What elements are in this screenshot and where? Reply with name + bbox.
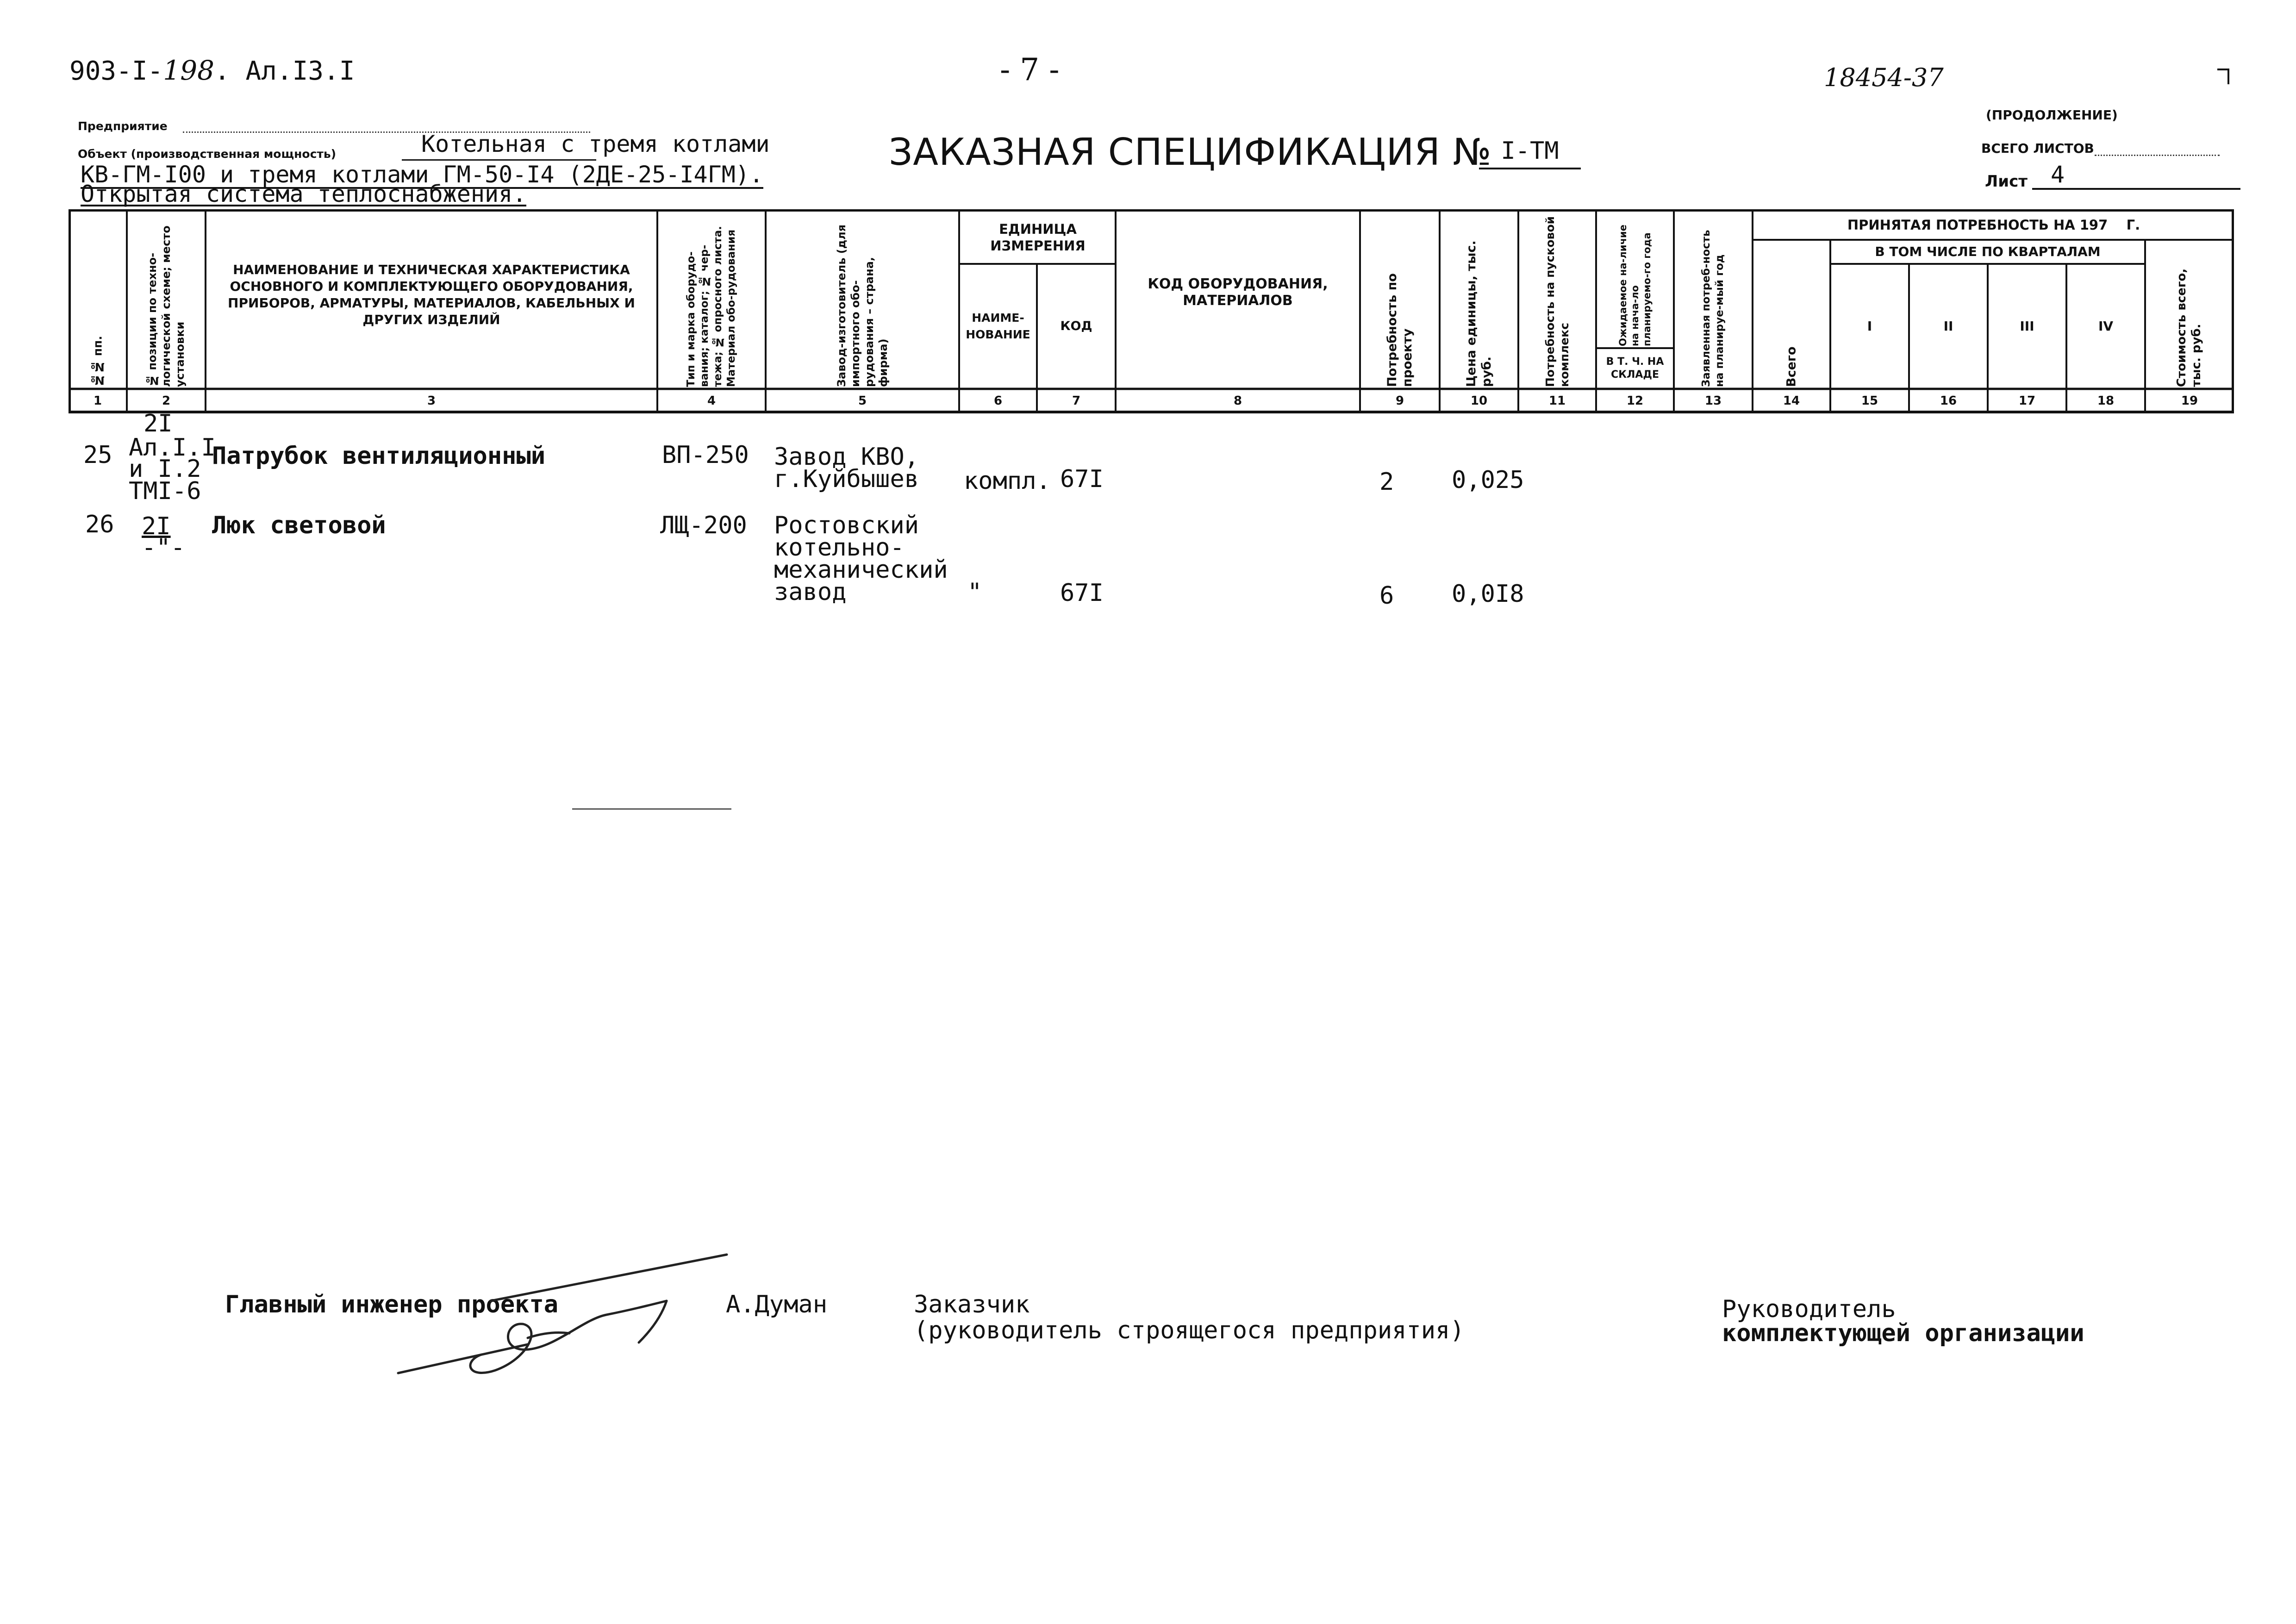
header-quarter-1: I: [1867, 319, 1872, 334]
header-unit-code: КОД: [1060, 319, 1092, 333]
row-item-type: ВП-250: [662, 441, 749, 469]
row-unit: ": [967, 578, 982, 606]
continuation-label: (ПРОДОЛЖЕНИЕ): [1986, 107, 2118, 123]
spec-title-text: ЗАКАЗНАЯ СПЕЦИФИКАЦИЯ №: [889, 131, 1492, 174]
col-number: 18: [2097, 394, 2115, 408]
row-unit-code: 67I: [1060, 579, 1104, 607]
header-type: Тип и марка оборудо-вания; каталог; № чер-тежа; № опросного листа. Материал обо-рудования: [685, 226, 737, 387]
col-number: 9: [1395, 394, 1404, 408]
header-accepted-need: ПРИНЯТАЯ ПОТРЕБНОСТЬ НА 197 Г.: [1847, 217, 2140, 233]
chief-engineer-label: Главный инженер проекта: [225, 1291, 559, 1318]
row-number: 25: [83, 441, 112, 469]
row-maker-line: Завод КВО,: [774, 443, 919, 471]
header-unit-name: НАИМЕ-НОВАНИЕ: [966, 311, 1030, 341]
header-expected-stock: Ожидаемое на-личие на нача-ло планируемо-го года: [1617, 225, 1653, 346]
row-position-line: Ал.I.I: [129, 434, 216, 462]
header-manufacturer: Завод-изготовитель (для импортного обо-рудования – страна, фирма): [835, 224, 890, 387]
object-line-1: Котельная с тремя котлами: [421, 131, 770, 157]
header-equipment-code: КОД ОБОРУДОВАНИЯ, МАТЕРИАЛОВ: [1148, 276, 1328, 309]
row-position-line: и I.2: [129, 455, 201, 483]
col-number: 4: [707, 394, 716, 408]
col-number: 3: [427, 394, 436, 408]
document-code-handwritten: 198: [163, 55, 215, 86]
col-number: 7: [1072, 394, 1081, 408]
row-position-line: 2I: [142, 512, 171, 540]
header-unit-group: ЕДИНИЦА ИЗМЕРЕНИЯ: [990, 221, 1086, 254]
col-number: 14: [1783, 394, 1800, 408]
customer-label: Заказчик: [914, 1291, 1030, 1318]
col-number: 19: [2181, 394, 2198, 408]
row-number: 26: [85, 511, 114, 538]
sheet-number: 4: [2032, 161, 2240, 190]
spec-title: [889, 131, 1492, 174]
object-label: Объект (производственная мощность): [78, 147, 337, 161]
col-number: 10: [1470, 394, 1488, 408]
header-row-number: №№ пп.: [91, 336, 105, 387]
organization-head-label: Руководитель: [1722, 1295, 1896, 1323]
row-unit-code: 67I: [1060, 465, 1104, 493]
header-unit-price: Цена единицы, тыс. руб.: [1464, 240, 1494, 387]
col-number: 1: [93, 394, 102, 408]
header-total: Всего: [1784, 346, 1799, 387]
enterprise-label: Предприятие: [78, 119, 168, 133]
row-position-line: ТМI-6: [129, 477, 201, 505]
col-number: 11: [1548, 394, 1566, 408]
total-sheets-label: ВСЕГО ЛИСТОВ: [1981, 141, 2094, 156]
row-unit-price: 0,0I8: [1452, 580, 1524, 608]
object-line-2: КВ-ГМ-I00 и тремя котлами ГМ-50-I4 (2ДЕ-25-I4ГМ).: [81, 161, 764, 188]
header-total-cost: Стоимость всего, тыс. руб.: [2175, 268, 2203, 387]
header-quarter-2: II: [1943, 319, 1953, 334]
header-position: № позиции по техно-логической схеме; место установки: [146, 225, 187, 387]
album-number: . Ал.I3.I: [214, 56, 355, 86]
object-line-3: Открытая система теплоснабжения.: [81, 181, 527, 207]
corner-mark: [2217, 69, 2229, 84]
specification-table-header: [69, 209, 2234, 414]
row-maker-line: завод: [774, 578, 847, 606]
header-quarters-group: В ТОМ ЧИСЛЕ ПО КВАРТАЛАМ: [1875, 244, 2101, 259]
header-quarter-4: IV: [2098, 319, 2114, 334]
col-number: 15: [1861, 394, 1878, 408]
col-number: 17: [2018, 394, 2036, 408]
document-code: [69, 55, 355, 86]
col-number: 8: [1233, 394, 1242, 408]
archive-stamp: 18454-37: [1824, 63, 1944, 92]
row-item-type: ЛЩ-200: [660, 512, 747, 539]
header-project-need: Потребность по проекту: [1385, 273, 1415, 387]
col-number: 6: [993, 394, 1003, 408]
header-quarter-3: III: [2020, 319, 2034, 334]
col-number: 16: [1940, 394, 1957, 408]
spec-number: I-ТМ: [1479, 137, 1581, 169]
chief-engineer-name: А.Думан: [726, 1291, 828, 1318]
total-sheets-line: [2095, 155, 2220, 156]
row-item-name: Люк световой: [212, 512, 386, 539]
row-unit: компл.: [964, 467, 1051, 495]
header-declared-need: Заявленная потреб-ность на планируе-мый год: [1700, 230, 1726, 387]
col-number: 13: [1704, 394, 1722, 408]
col-number: 12: [1626, 394, 1644, 408]
row-quantity: 2: [1379, 468, 1394, 496]
col-number: 2: [162, 394, 171, 408]
header-startup-need: Потребность на пусковой комплекс: [1543, 216, 1571, 387]
row-quantity: 6: [1379, 582, 1394, 610]
row-item-name: Патрубок вентиляционный: [212, 442, 546, 470]
row-position-line: -"-: [142, 534, 185, 562]
col-number: 5: [858, 394, 867, 408]
row-maker-line: Ростовский: [774, 512, 919, 539]
sheet-label: Лист: [1985, 172, 2028, 191]
document-code-prefix: 903-I-: [69, 56, 163, 86]
signature-mark: [389, 1245, 741, 1384]
row-maker-line: механический: [774, 556, 948, 584]
divider-line: [572, 808, 731, 810]
row-maker-line: г.Куйбышев: [774, 465, 919, 493]
header-name: НАИМЕНОВАНИЕ И ТЕХНИЧЕСКАЯ ХАРАКТЕРИСТИКА ОСНОВНОГО И КОМПЛЕКТУЮЩЕГО ОБОРУДОВАНИЯ, ПРИБОРОВ, АРМАТУРЫ, МАТЕРИАЛОВ, КАБЕЛЬНЫХ И ДРУГИХ ИЗДЕЛИЙ: [228, 262, 635, 327]
row-unit-price: 0,025: [1452, 466, 1524, 494]
row-position-line: 2I: [144, 410, 173, 437]
customer-role: (руководитель строящегося предприятия): [914, 1317, 1465, 1344]
object-underline-1: [402, 159, 596, 161]
row-maker-line: котельно-: [774, 534, 905, 562]
organization-head-role: комплектующей организации: [1722, 1319, 2084, 1347]
page-number: - 7 -: [1000, 52, 1060, 87]
header-in-warehouse: В Т. Ч. НА СКЛАДЕ: [1606, 356, 1664, 381]
